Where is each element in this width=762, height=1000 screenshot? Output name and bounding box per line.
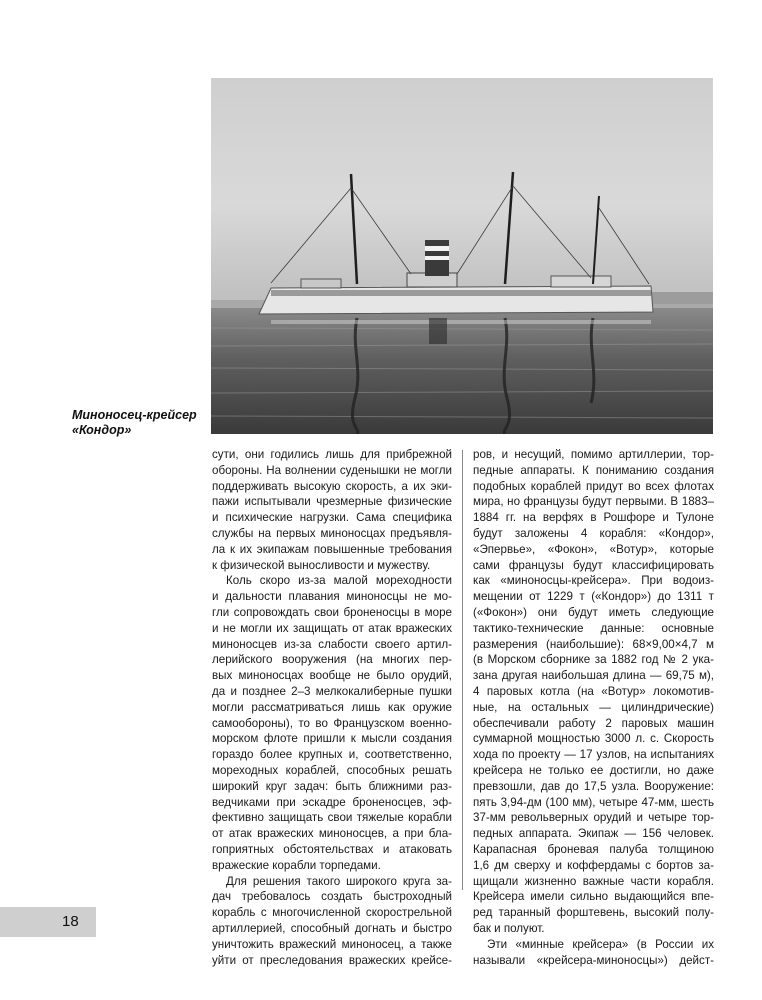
text-line: самообороны), то во Французском военно- [212, 716, 452, 730]
text-line: от атак вражеских миноносцев, а при бла- [212, 827, 452, 841]
text-line: уничтожить вражеский миноносец, а также [212, 937, 452, 951]
text-line: 1,6 дм сверху и коффердамы с бортов за- [473, 858, 714, 872]
text-line: подобных кораблей придут во всех флотах [473, 479, 714, 493]
text-line: к физической выносливости и мужеству. [212, 558, 431, 572]
text-line: мира, но французы будут первыми. В 1883– [473, 495, 714, 509]
text-line: пять 3,94-дм (100 мм), четыре 47-мм, шесть [473, 795, 714, 809]
text-line: ведчиками при эскадре броненосцев, эф- [212, 795, 452, 809]
text-line: мещении от 1229 т («Кондор») до 1311 т [473, 590, 714, 604]
left-text-column [212, 447, 452, 968]
text-line: и психические нагрузки. Сама специфика [212, 511, 452, 525]
photo-caption [72, 408, 204, 438]
text-line: суммарной мощностью 3000 л. с. Скорость [473, 732, 714, 746]
text-line: педные аппараты. К пониманию создания [473, 463, 714, 477]
text-line: могли рассматриваться лишь как оружие [212, 700, 452, 714]
text-line: морском флоте пришли к мысли создания [212, 732, 452, 746]
text-line: да и позднее 2–3 мелкокалиберные пушки [212, 684, 452, 698]
text-line: уйти от преследования вражеских крейсе- [212, 953, 452, 967]
text-line: пажи испытывали чрезмерные физические [212, 495, 452, 509]
text-line: бак и полуют. [473, 921, 545, 935]
text-line: хода по проекту — 17 узлов, на испытаниях [473, 748, 714, 762]
right-text-column [473, 447, 714, 968]
text-line: фективно защищать свои тяжелые корабли [212, 811, 452, 825]
text-line: лерийского вооружения (на многих пер- [212, 653, 452, 667]
text-line: ред таранный форштевень, высокий полу- [473, 906, 714, 920]
text-line: будут заложены 4 корабля: «Кондор», [473, 526, 714, 540]
text-line: гораздо более крупных и, соответственно, [212, 748, 452, 762]
text-line: зана другая наибольшая длина — 69,75 м), [473, 669, 714, 683]
page-number: 18 [62, 913, 79, 930]
text-line: щищали жизненно важные части корабля. [473, 874, 714, 888]
text-line: обороны. На волнении суденышки не могли [212, 463, 452, 477]
text-line: ные, на остальных — цилиндрические) [473, 700, 714, 714]
text-line: 1884 гг. на верфях в Рошфоре и Тулоне [473, 511, 714, 525]
text-line: 37-мм револьверных орудий и четыре тор- [473, 811, 714, 825]
text-line: службы на первых миноносцах предъявля- [212, 526, 452, 540]
text-line: («Фокон») они будут иметь следующие [473, 605, 714, 619]
text-line: 4 паровых котла (на «Вотур» локомотив- [473, 684, 714, 698]
caption-line: «Кондор» [72, 423, 132, 437]
text-line: вражеские корабли торпедами. [212, 858, 381, 872]
text-line: «Эпервье», «Фокон», «Вотур», которые [473, 542, 714, 556]
text-line: педных аппарата. Экипаж — 156 человек. [473, 827, 714, 841]
text-line: как «миноносцы-крейсера». При водоиз- [473, 574, 714, 588]
text-line: артиллерией, способный догнать и быстро [212, 921, 452, 935]
text-line: широкий круг задач: быть ближними раз- [212, 779, 452, 793]
text-line: превзошли, дав до 17,5 узла. Вооружение: [473, 779, 714, 793]
text-line: сами французы будут классифицировать [473, 558, 714, 572]
text-line: называли «крейсера-миноносцы») дейст- [473, 953, 714, 967]
text-line: Коль скоро из-за малой мореходности [226, 574, 452, 588]
text-line: вых миноносцах вообще не было орудий, [212, 669, 452, 683]
text-line: Эти «минные крейсера» (в России их [487, 937, 714, 951]
text-line: обеспечивали работу 2 паровых машин [473, 716, 714, 730]
ship-photo [211, 78, 713, 434]
text-line: гоприятных обстоятельствах и атаковать [212, 842, 452, 856]
text-line: поддерживать высокую скорость, а их эки- [212, 479, 452, 493]
text-line: Карапасная броневая палуба толщиною [473, 842, 714, 856]
text-line: Крейсера имели сильно выдающийся впе- [473, 890, 714, 904]
text-line: тактико-технические данные: основные [473, 621, 714, 635]
text-line: размерения (наибольшие): 68×9,00×4,7 м [473, 637, 714, 651]
column-divider [462, 450, 463, 890]
text-line: крейсера не только ее достигли, но даже [473, 763, 714, 777]
text-line: мореходных кораблей, способных решать [212, 763, 452, 777]
text-line: Для решения такого широкого круга за- [226, 874, 452, 888]
text-line: сути, они годились лишь для прибрежной [212, 448, 452, 461]
text-line: (в Морском сборнике за 1882 год № 2 ука- [473, 653, 714, 667]
page-number-tab [0, 907, 96, 937]
text-line: дач требовалось создать быстроходный [212, 890, 452, 904]
text-line: и дальности плавания миноносцы не мо- [212, 590, 452, 604]
text-line: миноносцев из-за слабости своего артил- [212, 637, 452, 651]
caption-line: Миноносец-крейсер [72, 408, 197, 422]
text-line: ла к их экипажам повышенные требования [212, 542, 452, 556]
text-line: корабль с многочисленной скорострельной [212, 906, 452, 920]
text-line: и не могли их защищать от атак вражеских [212, 621, 452, 635]
text-line: ров, и несущий, помимо артиллерии, тор- [473, 448, 714, 461]
text-line: гли сопровождать свои броненосцы в море [212, 605, 452, 619]
